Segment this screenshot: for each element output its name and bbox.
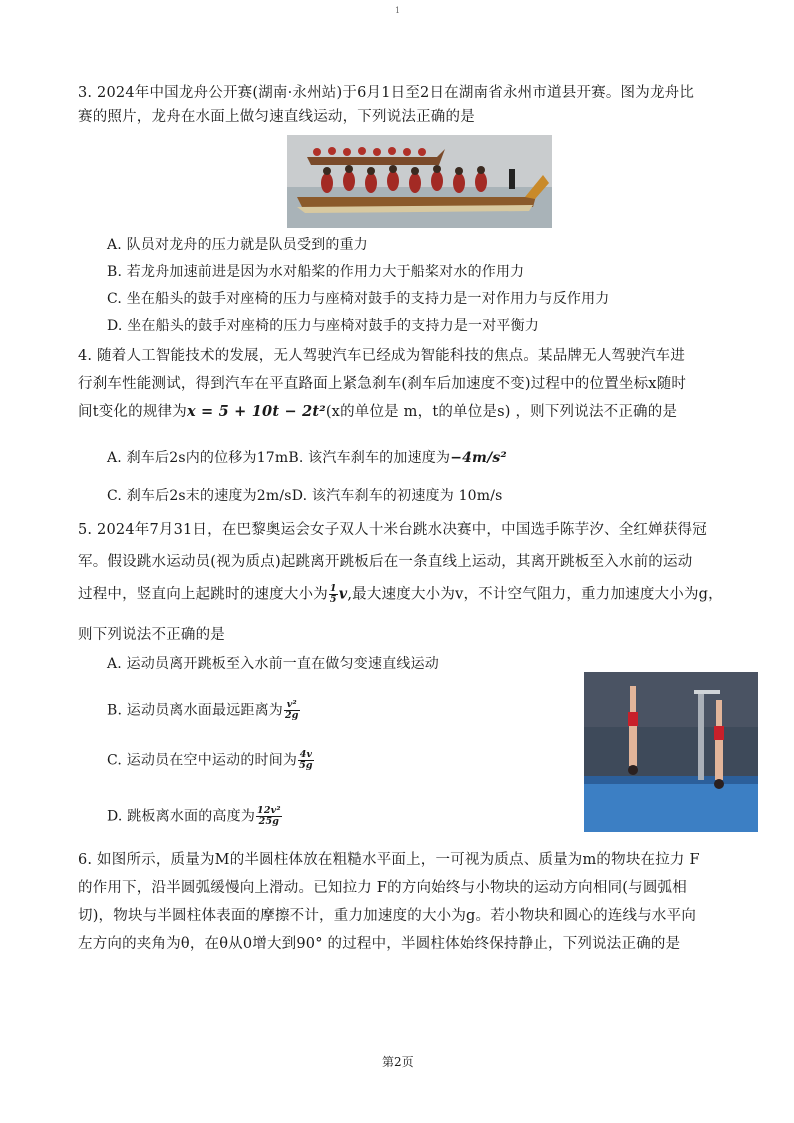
q5-stem-line2: 军。假设跳水运动员(视为质点)起跳离开跳板后在一条直线上运动，其离开跳板至入水前的运动 [78,554,693,570]
q5-option-c-text: C. 运动员在空中运动的时间为 [107,752,298,769]
q5-option-c-num: 4v [299,749,313,760]
q3-option-d: D. 坐在船头的鼓手对座椅的压力与座椅对鼓手的支持力是一对平衡力 [107,318,540,334]
q5-option-b-den: 2g [285,710,299,721]
q5-option-b-num: v² [284,700,300,711]
q5-option-c-frac [298,750,314,771]
q5-option-c-den: 5g [299,760,313,771]
q5-frac-den: 5 [329,594,337,605]
q4-formula: x = 5 + 10t − 2t² [186,403,326,420]
q4-option-ab [107,448,507,468]
q5-option-b-text: B. 运动员离水面最远距离为 [107,702,283,719]
q5-option-d-text: D. 跳板离水面的高度为 [107,808,256,825]
q5-stem-line3-suffix: ,最大速度大小为v，不计空气阻力，重力加速度大小为g， [347,586,723,603]
q6-stem-line4: 左方向的夹角为θ，在θ从0增大到90° 的过程中，半圆柱体始终保持静止，下列说法正确的是 [78,936,681,952]
q6-stem-line2: 的作用下，沿半圆弧缓慢向上滑动。已知拉力 F的方向始终与小物块的运动方向相同(与圆弧相 [78,880,687,896]
q6-stem-line1: 6. 如图所示，质量为M的半圆柱体放在粗糙水平面上，一可视为质点、质量为m的物块在拉力 F [78,852,700,868]
q5-frac-num: 1 [329,583,337,594]
q5-option-d-frac [256,806,282,827]
q4-stem-line1: 4. 随着人工智能技术的发展，无人驾驶汽车已经成为智能科技的焦点。某品牌无人驾驶汽车进 [78,348,686,364]
q4-stem-line3-prefix: 间t变化的规律为 [78,404,187,420]
q5-var-v: v [338,585,348,603]
q5-option-d [107,806,283,827]
q5-stem-line3-prefix: 过程中，竖直向上起跳时的速度大小为 [78,586,328,603]
q4-stem-line2: 行刹车性能测试，得到汽车在平直路面上紧急刹车(刹车后加速度不变)过程中的位置坐标x随时 [78,376,687,392]
diving-photo [584,672,758,832]
header-mark: 1 [395,6,401,15]
q4-option-b-math: −4m/s² [450,450,507,466]
q5-option-c [107,750,315,771]
q5-stem-line3 [78,584,723,605]
q4-option-cd: C. 刹车后2s末的速度为2m/sD. 该汽车刹车的初速度为 10m/s [107,488,503,504]
q5-option-a: A. 运动员离开跳板至入水前一直在做匀变速直线运动 [107,656,440,672]
q5-stem-line1: 5. 2024年7月31日，在巴黎奥运会女子双人十米台跳水决赛中，中国选手陈芋汐、全红婵获得冠 [78,522,707,538]
page-number: 第2页 [382,1055,414,1069]
q5-option-b-frac [284,700,300,721]
q3-stem-line2: 赛的照片，龙舟在水面上做匀速直线运动，下列说法正确的是 [78,109,475,125]
q5-stem-line4: 则下列说法不正确的是 [78,627,225,643]
q6-stem-line3: 切)，物块与半圆柱体表面的摩擦不计，重力加速度的大小为g。若小物块和圆心的连线与水平向 [78,908,697,924]
q5-option-d-num: 12v² [257,805,281,816]
q5-option-d-den: 25g [258,816,280,827]
q5-option-b [107,700,301,721]
q5-frac-one-fifth [329,584,338,605]
q4-stem-line3 [78,402,677,422]
q3-option-a: A. 队员对龙舟的压力就是队员受到的重力 [107,237,369,253]
q4-stem-line3-suffix: (x的单位是 m，t的单位是s) ，则下列说法不正确的是 [325,404,678,420]
q3-option-b: B. 若龙舟加速前进是因为水对船桨的作用力大于船桨对水的作用力 [107,264,525,280]
q3-option-c: C. 坐在船头的鼓手对座椅的压力与座椅对鼓手的支持力是一对作用力与反作用力 [107,291,610,307]
q4-option-ab-text: A. 刹车后2s内的位移为17mB. 该汽车刹车的加速度为 [107,450,451,466]
q3-stem-line1: 3. 2024年中国龙舟公开赛(湖南·永州站)于6月1日至2日在湖南省永州市道县开赛。图为龙舟比 [78,85,695,101]
dragon-boat-photo [287,135,552,228]
